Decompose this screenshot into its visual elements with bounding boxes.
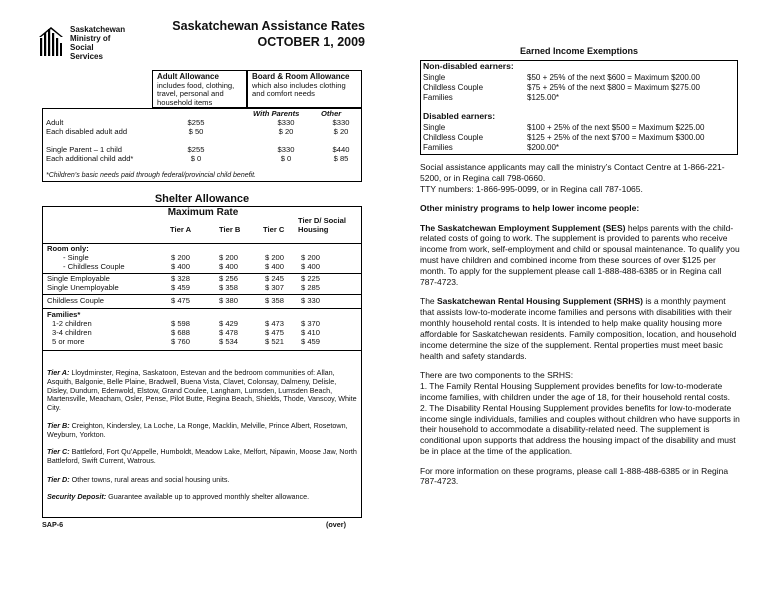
disabled-heading: Disabled earners: <box>423 111 496 121</box>
with-parents-label: With Parents <box>253 109 300 118</box>
other-label: Other <box>321 109 342 118</box>
basic-rates-table <box>42 70 362 182</box>
tier-b-description: Tier B: Creighton, Kindersley, La Loche, La Ronge, Macklin, Melville, Prince Albert, Rosetown, Weyburn, Yorkton. <box>47 421 348 439</box>
ministry-name: Saskatchewan Ministry of Social Services <box>70 25 126 61</box>
tier-c-header: Tier C <box>263 225 285 234</box>
other-programs-heading: Other ministry programs to help lower income people: <box>420 203 640 214</box>
rate-value: $330 <box>332 118 350 127</box>
contact-centre-text: Social assistance applicants may call the ministry’s Contact Centre at 1-866-221-5200, or in Regina call 798-0660. <box>420 162 725 183</box>
child-benefit-footnote: *Children’s basic needs paid through federal/provincial child benefit. <box>46 171 256 179</box>
maximum-rate-heading: Maximum Rate <box>167 207 239 218</box>
tier-d-header: Tier D/ Social Housing <box>298 216 346 234</box>
rate-value: $ 20 <box>333 127 349 136</box>
over-note: (over) <box>326 520 346 529</box>
ministry-logo-icon <box>38 26 64 58</box>
rate-value: $ 20 <box>278 127 294 136</box>
rate-value: $ 0 <box>190 154 202 163</box>
shelter-allowance-title: Shelter Allowance <box>154 193 250 205</box>
rate-row-label: Each disabled adult add <box>46 127 128 136</box>
adult-allowance-header: Adult Allowance includes food, clothing, travel, personal and household items <box>152 70 247 108</box>
earned-income-table: Non-disabled earners: Single $50 + 25% of the next $600 = Maximum $200.00 Childless Couple $75 + 25% of the next $800 = Maximum $275.00 Families $125.00* Disabled earners: Single $100 + 25% of the next $500 = Maximum $225.00 Childless Couple $125 + 25% of the next $700 = Maximum $300.00 Families $200.00* <box>420 60 738 155</box>
rate-row-label: Adult <box>46 118 64 127</box>
srhs-paragraph: The Saskatchewan Rental Housing Supplement (SRHS) is a monthly payment that assists low-to-moderate income families and persons with disabilities with their monthly household rental costs. It is intended to help make quality housing more affordable for Saskatchewan residents. Family composition, location, and household income determine the size of the supplement. Rental properties must meet basic health and safety standards. <box>420 296 737 361</box>
more-info-text: For more information on these programs, please call 1-888-488-6385 or in Regina 787-4723. <box>420 465 729 487</box>
rate-value: $ 50 <box>188 127 204 136</box>
shelter-table: Maximum Rate Tier A Tier B Tier C Tier D/ Social Housing Room only: - Single $ 200 $ 200 $ 200 $ 200 - Childless Couple $ 400 $ 400 $ 400 $ 400 Single Employable $ 328 $ 256 $ 245 $ 225 Single Unemployable $ 459 $ 358 $ 307 $ 285 Childless Couple $ 475 $ 380 $ 358 $ 330 Families* 1-2 children $ 598 $ 429 $ 473 $ 370 3-4 children $ 688 $ 478 $ 475 $ 410 5 or more $ 760 $ 534 $ 521 $ 459 Tier A: Lloydminster, Regina, Saskatoon, Estevan and the bedroom communities of: Allan, Asquith, Balgonie, Belle Plaine, Bradwell, Buena Vista, Clavet, Colonsay, Dalmeny, Delisle, Disley, Dundurn, Edenwold, Elstow, Grand Coulee, Langham, Lumsden, Lumsden Beach, Martensville, Meacham, Osler, Pense, Pilot Butte, Regina Beach, Shields, Thode, Vanscoy, White City. Tier B: Creighton, Kindersley, La Loche, La Ronge, Macklin, Melville, Prince Albert, Rosetown, Weyburn, Yorkton. Tier C: Battleford, Fort Qu’Appelle, Humboldt, Meadow Lake, Melfort, Nipawin, Moose Jaw, North Battleford, Swift Current, Watrous. Tier D: Other towns, rural areas and social housing units. Security Deposit: Guarantee available up to approved monthly shelter allowance. <box>42 206 362 518</box>
non-disabled-heading: Non-disabled earners: <box>423 61 514 71</box>
srhs-components-intro: There are two components to the SRHS: <box>420 370 574 380</box>
rate-value: $ 85 <box>333 154 349 163</box>
tier-d-description: Tier D: Other towns, rural areas and social housing units. <box>47 475 230 484</box>
programs-text <box>420 162 740 496</box>
rate-value: $440 <box>332 145 350 154</box>
tty-text: TTY numbers: 1-866-995-0099, or in Regina call 787-1065. <box>420 183 643 194</box>
form-code: SAP-6 <box>42 520 64 529</box>
board-room-header: Board & Room Allowance which also includes clothing and comfort needs <box>247 70 362 108</box>
families-label: Families* <box>47 310 81 319</box>
rate-value: $330 <box>277 118 295 127</box>
ses-paragraph: The Saskatchewan Employment Supplement (SES) helps parents with the child-related costs of going to work. The supplement is provided to parents who receive income from work, self-employment and child or spousal maintenance. To qualify you must have children and combined income from these sources of over $125 per month. To apply for the supplement please call 1-888-488-6385 or in Regina call 787-4723. <box>420 222 740 287</box>
rate-value: $ 0 <box>280 154 292 163</box>
family-rental-supplement: 1. The Family Rental Housing Supplement provides benefits for low-to-moderate income families, with children under the age of 18, for their household rental costs. <box>420 380 730 402</box>
rate-value: $255 <box>187 145 205 154</box>
earned-income-title: Earned Income Exemptions <box>519 46 639 56</box>
tier-a-header: Tier A <box>170 225 192 234</box>
page-title: Saskatchewan Assistance Rates OCTOBER 1, 2009 <box>172 19 365 50</box>
tier-c-description: Tier C: Battleford, Fort Qu’Appelle, Humboldt, Meadow Lake, Melfort, Nipawin, Moose Jaw, North Battleford, Swift Current, Watrous. <box>47 447 357 465</box>
security-deposit-note: Security Deposit: Guarantee available up to approved monthly shelter allowance. <box>47 492 310 501</box>
rate-value: $255 <box>187 118 205 127</box>
room-only-label: Room only: <box>47 244 89 253</box>
rate-value: $330 <box>277 145 295 154</box>
rate-row-label: Single Parent – 1 child <box>46 145 122 154</box>
disability-rental-supplement: 2. The Disability Rental Housing Supplement provides benefits for low-to-moderate income single individuals, families and couples without children who have supports in their household to accommodate a disability-related need. The supplement is conditional upon supports that address the housing impact of the disability and must be in place at the time of the application. <box>420 402 740 457</box>
tier-a-description: Tier A: Lloydminster, Regina, Saskatoon, Estevan and the bedroom communities of: Allan, Asquith, Balgonie, Belle Plaine, Bradwell, Buena Vista, Clavet, Colonsay, Dalmeny, Delisle, Disley, Dundurn, Edenwold, Elstow, Grand Coulee, Langham, Lumsden, Lumsden Beach, Martensville, Meacham, Osler, Pense, Pilot Butte, Regina Beach, Shields, Thode, Vanscoy, White City. <box>47 368 357 413</box>
tier-b-header: Tier B <box>219 225 241 234</box>
rate-row-label: Each additional child add* <box>46 154 134 163</box>
